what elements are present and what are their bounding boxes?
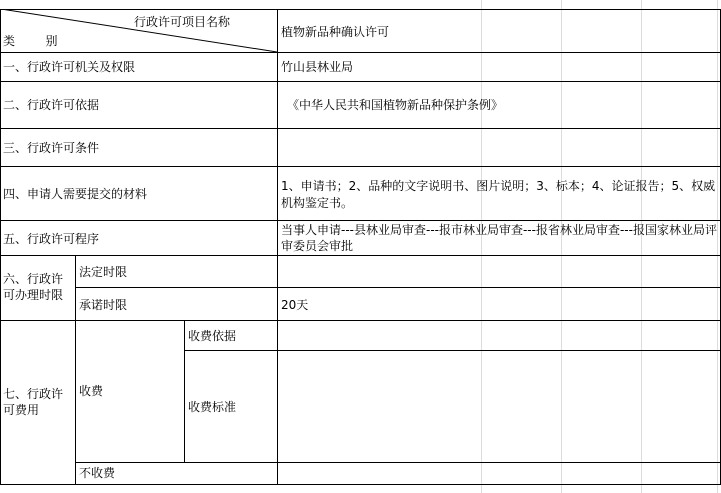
procedure-label: 五、行政许可程序 [3, 232, 100, 246]
materials-value: 1、申请书；2、品种的文字说明书、图片说明；3、标本；4、论证报告；5、权威机构鉴定书。 [281, 179, 716, 210]
no-charge-label: 不收费 [79, 466, 116, 480]
category-label: 类 别 [3, 34, 58, 48]
materials-label: 四、申请人需要提交的材料 [3, 187, 148, 201]
fee-basis-label: 收费依据 [188, 329, 237, 343]
conditions-label: 三、行政许可条件 [3, 141, 100, 155]
procedure-value: 当事人申请---县林业局审查---报市林业局审查---报省林业局审查---报国家林业局评审委员会审批 [281, 223, 717, 253]
charge-label: 收费 [79, 384, 104, 398]
authority-label: 一、行政许可机关及权限 [3, 60, 136, 74]
item-name-label: 行政许可项目名称 [134, 15, 231, 29]
time-limit-label: 六、行政许可办理时限 [3, 272, 64, 302]
promised-limit-value: 20天 [281, 298, 309, 312]
promised-limit-label: 承诺时限 [79, 298, 128, 312]
fee-standard-label: 收费标准 [188, 400, 237, 414]
statutory-limit-label: 法定时限 [79, 265, 128, 279]
basis-value: 《中华人民共和国植物新品种保护条例》 [287, 98, 504, 112]
item-name-value: 植物新品种确认许可 [281, 25, 390, 39]
authority-value: 竹山县林业局 [281, 60, 354, 74]
basis-label: 二、行政许可依据 [3, 98, 100, 112]
fees-label: 七、行政许可费用 [3, 387, 64, 417]
